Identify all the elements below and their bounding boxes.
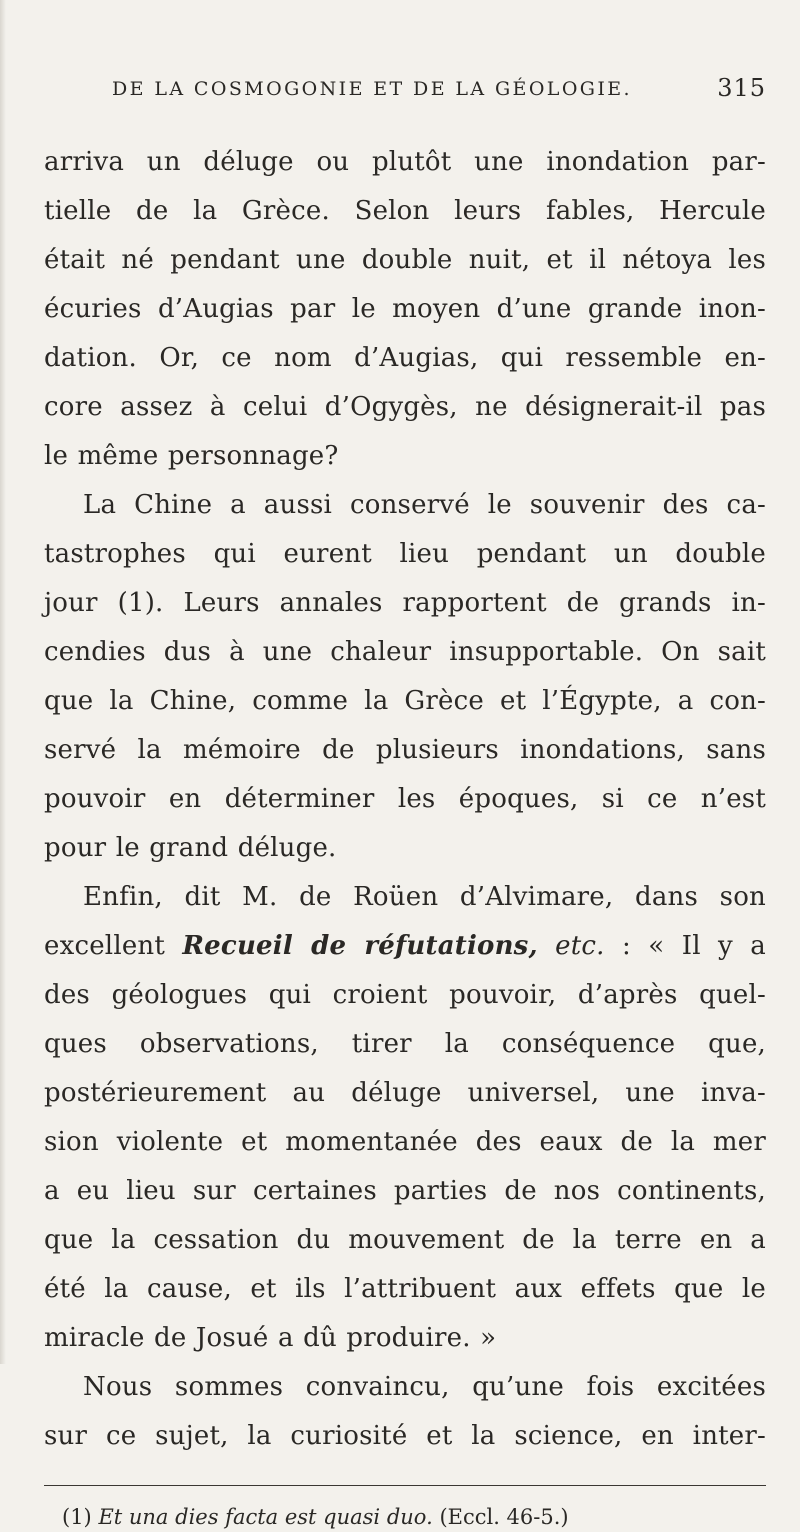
page-edge-shadow: [0, 0, 6, 1364]
text-line: Nous sommes convaincu, qu’une fois excitées: [83, 1372, 766, 1402]
text-line: le même personnage?: [44, 441, 339, 471]
text-line: pour le grand déluge.: [44, 833, 337, 863]
text-line: sur ce sujet, la curiosité et la science, en inter-: [44, 1421, 766, 1451]
text-line: sion violente et momentanée des eaux de la mer: [44, 1127, 766, 1157]
page-number: 315: [717, 74, 766, 102]
running-title: DE LA COSMOGONIE ET DE LA GÉOLOGIE.: [112, 78, 632, 100]
text-fragment: : « Il y a: [621, 931, 766, 961]
text-line: core assez à celui d’Ogygès, ne désignerait-il pas: [44, 392, 766, 422]
text-line: servé la mémoire de plusieurs inondations, sans: [44, 735, 766, 765]
text-line: que la cessation du mouvement de la terre en a: [44, 1225, 766, 1255]
text-line: miracle de Josué a dû produire. »: [44, 1323, 497, 1353]
text-fragment-italic: etc.: [555, 931, 605, 961]
footnote-marker: (1): [62, 1505, 92, 1529]
footnote-quote: Et una dies facta est quasi duo.: [98, 1505, 433, 1529]
text-line: La Chine a aussi conservé le souvenir des ca-: [83, 490, 766, 520]
text-line: arriva un déluge ou plutôt une inondation par-: [44, 147, 766, 177]
running-head: [44, 70, 766, 110]
text-line: ques observations, tirer la conséquence que,: [44, 1029, 766, 1059]
text-line: pouvoir en déterminer les époques, si ce n’est: [44, 784, 766, 814]
text-line: Enfin, dit M. de Roüen d’Alvimare, dans son: [83, 882, 766, 912]
text-line: écuries d’Augias par le moyen d’une grande inon-: [44, 294, 766, 324]
text-fragment: excellent: [44, 931, 166, 961]
book-title: Recueil de réfutations,: [182, 931, 538, 961]
footnote: [44, 1502, 766, 1532]
text-line: que la Chine, comme la Grèce et l’Égypte, a con-: [44, 686, 766, 716]
body-text: [44, 138, 766, 1461]
text-line: tastrophes qui eurent lieu pendant un double: [44, 539, 766, 569]
text-line: tielle de la Grèce. Selon leurs fables, Hercule: [44, 196, 766, 226]
text-line: était né pendant une double nuit, et il nétoya les: [44, 245, 766, 275]
text-line: jour (1). Leurs annales rapportent de grands in-: [44, 588, 766, 618]
footnote-rule: [44, 1485, 766, 1486]
text-line: cendies dus à une chaleur insupportable. On sait: [44, 637, 766, 667]
text-line: a eu lieu sur certaines parties de nos continents,: [44, 1176, 766, 1206]
footnote-reference: (Eccl. 46-5.): [439, 1505, 569, 1529]
text-line: postérieurement au déluge universel, une inva-: [44, 1078, 766, 1108]
text-line: des géologues qui croient pouvoir, d’après quel-: [44, 980, 766, 1010]
text-line-with-title: [44, 922, 766, 971]
text-line: dation. Or, ce nom d’Augias, qui ressemble en-: [44, 343, 766, 373]
book-page: [44, 70, 766, 1532]
text-line: été la cause, et ils l’attribuent aux effets que le: [44, 1274, 766, 1304]
